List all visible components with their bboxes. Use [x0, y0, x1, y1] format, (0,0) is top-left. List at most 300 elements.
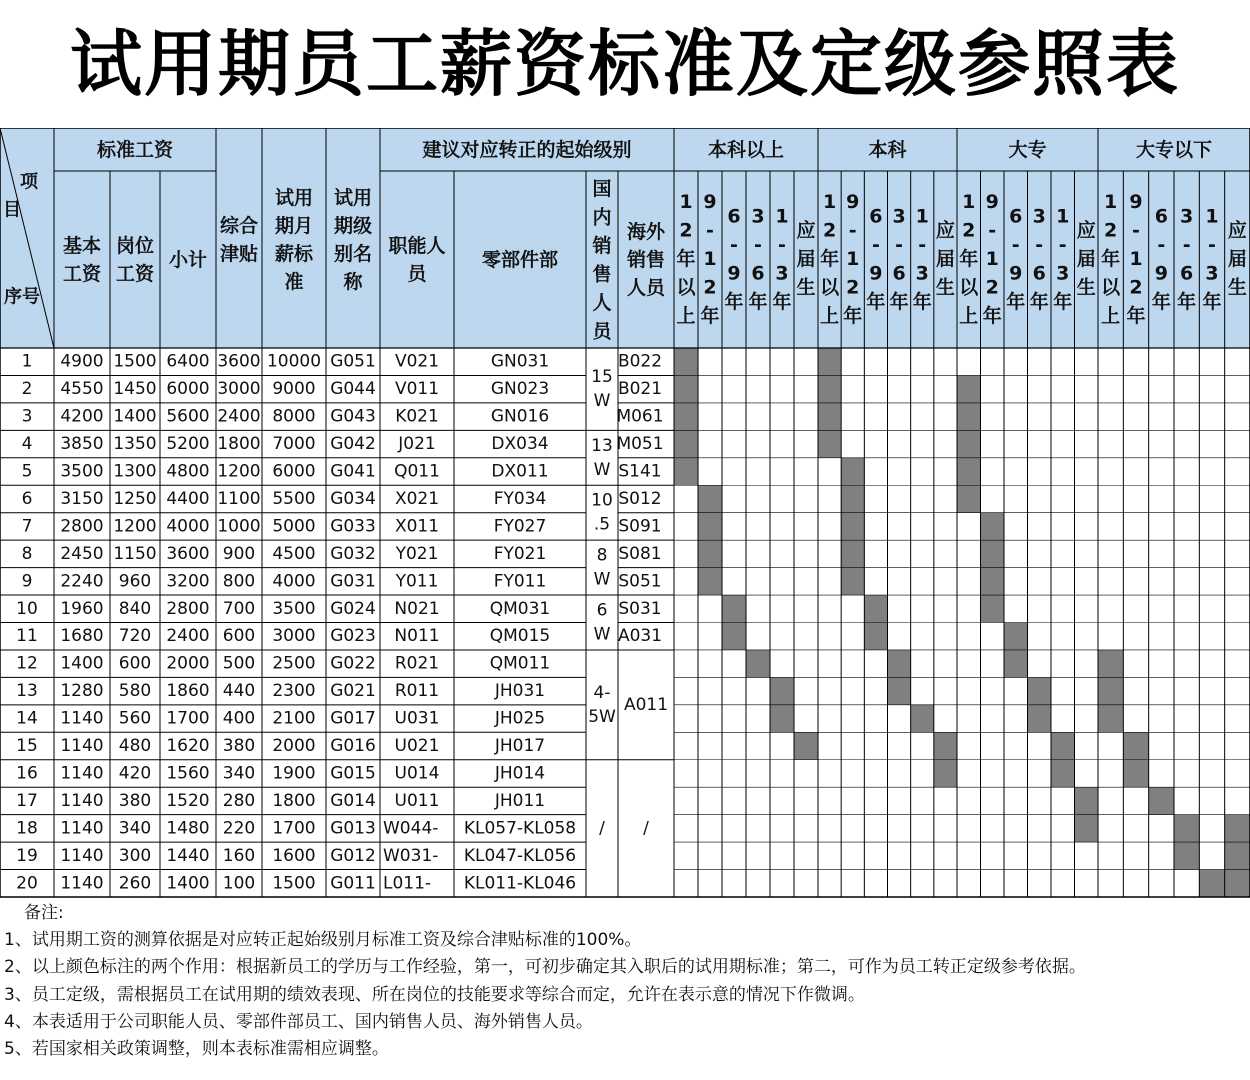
cell-probation-salary: 8000: [272, 406, 316, 427]
header-experience-col: 9: [727, 262, 741, 285]
cell-no: 20: [16, 873, 38, 894]
header-base-salary: 工资: [62, 263, 102, 285]
cell-no: 19: [16, 845, 38, 866]
cell-parts: GN031: [490, 351, 550, 372]
cell-functional: N011: [394, 626, 440, 647]
header-post-salary: 岗位: [115, 235, 155, 257]
header-experience-col: -: [1035, 233, 1044, 256]
header-experience-col: 年: [700, 305, 720, 327]
cell-no: 18: [16, 818, 38, 839]
cell-allowance: 3000: [217, 379, 261, 400]
cell-allowance: 220: [222, 818, 256, 839]
header-experience-col: 1: [1129, 248, 1143, 270]
cell-parts: JH025: [494, 708, 546, 729]
cell-parts: JH031: [494, 681, 546, 702]
cell-functional: W044-: [383, 818, 439, 839]
header-experience-col: 9: [1154, 262, 1168, 285]
cell-overseas-sales: /: [643, 818, 649, 839]
cell-subtotal: 6000: [166, 379, 210, 400]
cell-functional: V011: [394, 379, 440, 400]
cell-probation-salary: 6000: [272, 461, 316, 482]
cell-allowance: 600: [222, 626, 256, 647]
header-experience-col: 应: [796, 219, 816, 242]
cell-no: 3: [21, 406, 33, 427]
header-experience-col: 以: [820, 276, 840, 299]
header-experience-col: 年: [1029, 290, 1049, 313]
note-line-5: 5、若国家相关政策调整，则本表标准需相应调整。: [4, 1039, 389, 1060]
header-experience-col: 6: [1032, 262, 1046, 285]
cell-base-salary: 1960: [60, 598, 104, 619]
cell-probation-salary: 5000: [272, 516, 316, 537]
cell-base-salary: 1140: [60, 708, 104, 729]
cell-overseas-sales: S091: [618, 516, 662, 537]
grade-shade-block: [1225, 815, 1250, 897]
header-experience-col: 应: [1227, 219, 1247, 242]
header-experience-col: 以: [959, 276, 979, 299]
header-experience-col: -: [730, 233, 738, 256]
cell-overseas-sales: S031: [618, 598, 662, 619]
cell-probation-salary: 7000: [272, 434, 316, 455]
cell-allowance: 1100: [217, 488, 261, 509]
corner-label-item: 项: [20, 171, 38, 193]
note-line-2: 2、以上颜色标注的两个作用：根据新员工的学历与工作经验，第一，可初步确定其入职后的试用期标准；第二，可作为员工转正定级参考依据。: [4, 957, 1086, 978]
cell-grade: G041: [330, 461, 376, 482]
cell-post-salary: 480: [118, 736, 152, 757]
cell-grade: G033: [330, 516, 376, 537]
header-base-salary: 基本: [62, 235, 102, 257]
grade-shade-block: [911, 705, 934, 732]
cell-probation-salary: 9000: [272, 379, 316, 400]
cell-grade: G013: [330, 818, 376, 839]
header-experience-col: 年: [1177, 290, 1197, 313]
header-experience-col: 年: [1006, 290, 1026, 313]
cell-domestic-sales: W: [593, 391, 611, 412]
header-experience-col: 上: [676, 305, 696, 327]
cell-probation-salary: 1500: [272, 873, 316, 894]
cell-functional: X021: [394, 488, 440, 509]
cell-base-salary: 1680: [60, 626, 104, 647]
cell-grade: G016: [330, 736, 376, 757]
corner-label-item: 目: [3, 199, 21, 221]
cell-post-salary: 420: [118, 763, 152, 784]
cell-subtotal: 1700: [166, 708, 210, 729]
cell-probation-salary: 2100: [272, 708, 316, 729]
header-probation-grade: 称: [343, 271, 363, 293]
header-experience-col: 上: [820, 305, 840, 327]
cell-no: 11: [16, 626, 38, 647]
cell-overseas-sales: B022: [617, 351, 663, 372]
grade-shade-block: [1149, 787, 1174, 814]
header-experience-col: 年: [912, 290, 932, 313]
header-experience-col: 1: [822, 191, 837, 213]
header-experience-col: 1: [846, 248, 860, 270]
header-experience-col: 1: [775, 205, 789, 228]
cell-post-salary: 1150: [113, 543, 157, 564]
header-experience-col: -: [1182, 233, 1191, 256]
cell-domestic-sales: 5W: [588, 706, 616, 727]
cell-no: 12: [16, 653, 38, 674]
cell-functional: N021: [394, 598, 440, 619]
cell-overseas-sales: S141: [618, 461, 662, 482]
header-standard-salary: 标准工资: [96, 139, 174, 161]
cell-functional: R011: [394, 681, 440, 702]
cell-subtotal: 3600: [166, 543, 210, 564]
note-line-1: 1、试用期工资的测算依据是对应转正起始级别月标准工资及综合津贴标准的100%。: [4, 930, 642, 951]
salary-grade-table: [0, 128, 1250, 898]
header-allowance: 津贴: [219, 243, 259, 265]
cell-overseas-sales: S012: [618, 488, 662, 509]
header-probation-salary: 试用: [274, 187, 314, 209]
header-education-2: 本科: [868, 139, 907, 161]
header-experience-col: 6: [869, 205, 883, 228]
header-experience-col: -: [848, 219, 857, 242]
cell-subtotal: 6400: [166, 351, 210, 372]
cell-functional: Q011: [394, 461, 440, 482]
cell-functional: U014: [394, 763, 440, 784]
header-experience-col: 2: [985, 276, 999, 299]
header-experience-col: 年: [748, 290, 768, 313]
header-experience-col: 1: [1056, 205, 1070, 228]
cell-subtotal: 4400: [166, 488, 210, 509]
cell-post-salary: 380: [118, 790, 152, 811]
cell-base-salary: 1140: [60, 818, 104, 839]
header-experience-col: 6: [751, 262, 765, 285]
header-experience-col: 生: [935, 276, 955, 299]
cell-functional: U031: [394, 708, 440, 729]
cell-functional: U021: [394, 736, 440, 757]
cell-base-salary: 1140: [60, 763, 104, 784]
header-domestic-sales: 人: [592, 291, 612, 314]
header-functional: 员: [407, 263, 427, 285]
cell-subtotal: 1440: [166, 845, 210, 866]
cell-base-salary: 2800: [60, 516, 104, 537]
cell-base-salary: 3500: [60, 461, 104, 482]
notes-heading: 备注:: [24, 903, 64, 923]
cell-grade: G031: [330, 571, 376, 592]
cell-allowance: 280: [222, 790, 256, 811]
cell-allowance: 1800: [217, 434, 261, 455]
cell-no: 9: [21, 571, 33, 592]
header-experience-col: 届: [1227, 248, 1247, 270]
header-experience-col: 1: [1104, 191, 1118, 213]
header-experience-col: 3: [775, 262, 789, 285]
cell-overseas-sales: M061: [616, 406, 664, 427]
header-education-3: 大专: [1008, 139, 1047, 161]
cell-functional: L011-: [383, 873, 432, 894]
header-overseas-sales: 销售: [626, 249, 666, 271]
header-experience-col: 3: [1056, 262, 1070, 285]
header-experience-col: 2: [679, 219, 693, 242]
cell-base-salary: 2240: [60, 571, 104, 592]
page-title: 试用期员工薪资标准及定级参照表: [69, 22, 1180, 106]
cell-functional: Y011: [395, 571, 439, 592]
cell-allowance: 160: [222, 845, 256, 866]
cell-domestic-sales: 6: [596, 600, 608, 621]
cell-domestic-sales: W: [593, 569, 611, 590]
header-experience-col: 2: [962, 219, 976, 242]
cell-probation-salary: 3500: [272, 598, 316, 619]
cell-post-salary: 1350: [113, 434, 157, 455]
cell-post-salary: 340: [118, 818, 152, 839]
header-experience-col: 生: [796, 276, 816, 299]
header-probation-grade: 别名: [333, 243, 373, 265]
cell-probation-salary: 3000: [272, 626, 316, 647]
cell-parts: FY034: [493, 488, 547, 509]
cell-subtotal: 4800: [166, 461, 210, 482]
cell-domestic-sales: .5: [593, 514, 611, 535]
cell-domestic-sales: 8: [596, 545, 608, 566]
header-experience-col: 年: [843, 305, 863, 327]
header-experience-col: 生: [1076, 276, 1096, 299]
header-experience-col: 2: [1129, 276, 1143, 299]
header-experience-col: -: [706, 219, 714, 242]
cell-grade: G023: [330, 626, 376, 647]
header-domestic-sales: 售: [592, 263, 612, 286]
cell-subtotal: 5200: [166, 434, 210, 455]
cell-base-salary: 1400: [60, 653, 104, 674]
header-experience-col: 1: [679, 191, 693, 213]
cell-domestic-sales: W: [593, 459, 611, 480]
header-experience-col: -: [1132, 219, 1140, 242]
header-experience-col: 届: [1076, 248, 1096, 270]
cell-subtotal: 3200: [166, 571, 210, 592]
header-experience-col: 年: [982, 305, 1002, 327]
header-experience-col: -: [1058, 233, 1067, 256]
cell-functional: Y021: [395, 543, 439, 564]
cell-subtotal: 4000: [166, 516, 210, 537]
cell-no: 6: [21, 488, 33, 509]
header-experience-col: -: [988, 219, 997, 242]
cell-post-salary: 840: [118, 598, 152, 619]
header-experience-col: 年: [724, 290, 744, 313]
cell-probation-salary: 5500: [272, 488, 316, 509]
cell-parts: KL047-KL056: [463, 845, 577, 866]
cell-parts: QM031: [489, 598, 551, 619]
header-experience-col: 生: [1227, 276, 1247, 299]
cell-post-salary: 1500: [113, 351, 157, 372]
header-experience-col: 6: [1009, 205, 1023, 228]
cell-overseas-sales: M051: [616, 434, 664, 455]
header-experience-col: 以: [1101, 276, 1121, 299]
cell-post-salary: 560: [118, 708, 152, 729]
cell-domestic-sales: W: [593, 624, 611, 645]
cell-grade: G022: [330, 653, 376, 674]
header-experience-col: 1: [1205, 205, 1219, 228]
header-experience-col: 应: [935, 219, 955, 242]
cell-functional: J021: [398, 434, 436, 455]
cell-probation-salary: 1600: [272, 845, 316, 866]
cell-probation-salary: 2000: [272, 736, 316, 757]
cell-post-salary: 720: [118, 626, 152, 647]
cell-allowance: 700: [222, 598, 256, 619]
header-experience-col: 年: [889, 290, 909, 313]
cell-domestic-sales: 4-: [593, 682, 611, 703]
header-suggested-grade: 建议对应转正的起始级别: [422, 139, 632, 161]
cell-no: 1: [21, 351, 33, 372]
header-experience-col: -: [778, 233, 786, 256]
cell-base-salary: 4200: [60, 406, 104, 427]
grade-shade-block: [794, 732, 818, 759]
header-probation-salary: 薪标: [274, 243, 314, 265]
cell-allowance: 400: [222, 708, 256, 729]
header-experience-col: 上: [959, 305, 979, 327]
header-experience-col: 年: [772, 290, 792, 313]
cell-grade: G012: [330, 845, 376, 866]
cell-overseas-sales: S081: [618, 543, 662, 564]
header-experience-col: 届: [935, 248, 955, 270]
cell-subtotal: 1400: [166, 873, 210, 894]
cell-base-salary: 2450: [60, 543, 104, 564]
cell-no: 8: [21, 543, 33, 564]
header-probation-salary: 准: [284, 271, 304, 293]
cell-post-salary: 580: [118, 681, 152, 702]
header-functional: 职能人: [388, 235, 446, 257]
header-overseas-sales: 海外: [626, 221, 666, 243]
header-experience-col: 2: [846, 276, 860, 299]
header-experience-col: -: [895, 233, 904, 256]
cell-post-salary: 1250: [113, 488, 157, 509]
cell-functional: W031-: [383, 845, 439, 866]
cell-post-salary: 260: [118, 873, 152, 894]
header-experience-col: 1: [915, 205, 929, 228]
cell-overseas-sales: B021: [617, 379, 663, 400]
cell-allowance: 440: [222, 681, 256, 702]
cell-subtotal: 2800: [166, 598, 210, 619]
header-experience-col: 年: [1202, 290, 1222, 313]
note-line-3: 3、员工定级，需根据员工在试用期的绩效表现、所在岗位的技能要求等综合而定，允许在表示意的情况下作微调。: [4, 984, 865, 1005]
cell-probation-salary: 4000: [272, 571, 316, 592]
cell-subtotal: 2000: [166, 653, 210, 674]
header-experience-col: 9: [846, 191, 860, 213]
header-experience-col: 1: [985, 248, 999, 270]
cell-allowance: 340: [222, 763, 256, 784]
cell-allowance: 800: [222, 571, 256, 592]
header-experience-col: 3: [892, 205, 906, 228]
cell-parts: GN016: [490, 406, 550, 427]
cell-allowance: 2400: [217, 406, 261, 427]
note-line-4: 4、本表适用于公司职能人员、零部件部员工、国内销售人员、海外销售人员。: [4, 1011, 593, 1032]
cell-grade: G043: [330, 406, 376, 427]
cell-subtotal: 2400: [166, 626, 210, 647]
header-experience-col: -: [754, 233, 762, 256]
header-experience-col: 年: [676, 248, 696, 270]
cell-post-salary: 600: [118, 653, 152, 674]
header-experience-col: 6: [727, 205, 741, 228]
cell-overseas-sales: A011: [623, 694, 669, 715]
header-subtotal: 小计: [168, 249, 208, 271]
cell-subtotal: 1480: [166, 818, 210, 839]
cell-functional: K021: [395, 406, 439, 427]
cell-overseas-sales: S051: [618, 571, 662, 592]
cell-allowance: 1000: [217, 516, 261, 537]
cell-subtotal: 1560: [166, 763, 210, 784]
cell-subtotal: 5600: [166, 406, 210, 427]
cell-grade: G024: [330, 598, 376, 619]
grade-shade-block: [746, 650, 770, 677]
cell-grade: G034: [330, 488, 376, 509]
cell-no: 16: [16, 763, 38, 784]
header-experience-col: 年: [866, 290, 886, 313]
cell-functional: X011: [394, 516, 440, 537]
cell-post-salary: 1450: [113, 379, 157, 400]
cell-subtotal: 1860: [166, 681, 210, 702]
cell-grade: G021: [330, 681, 376, 702]
cell-allowance: 900: [222, 543, 256, 564]
cell-domestic-sales: 10: [591, 490, 613, 511]
header-experience-col: 9: [1009, 262, 1023, 285]
grade-shade-block: [1199, 870, 1224, 897]
corner-label-no: 序号: [4, 286, 40, 308]
header-experience-col: 2: [1104, 219, 1118, 242]
cell-allowance: 100: [222, 873, 256, 894]
cell-no: 15: [16, 736, 38, 757]
header-experience-col: 6: [1180, 262, 1194, 285]
header-experience-col: 年: [820, 248, 840, 270]
cell-base-salary: 1280: [60, 681, 104, 702]
header-experience-col: 年: [1151, 290, 1171, 313]
grade-shade-block: [1098, 650, 1123, 732]
cell-no: 13: [16, 681, 38, 702]
header-overseas-sales: 人员: [626, 277, 666, 299]
cell-post-salary: 1200: [113, 516, 157, 537]
cell-parts: KL057-KL058: [463, 818, 577, 839]
header-probation-grade: 期级: [333, 215, 373, 237]
cell-post-salary: 960: [118, 571, 152, 592]
cell-probation-salary: 1700: [272, 818, 316, 839]
header-experience-col: 上: [1101, 305, 1121, 327]
cell-parts: DX034: [491, 434, 549, 455]
cell-allowance: 1200: [217, 461, 261, 482]
header-experience-col: -: [871, 233, 880, 256]
cell-grade: G017: [330, 708, 376, 729]
header-experience-col: 3: [1180, 205, 1194, 228]
cell-probation-salary: 2500: [272, 653, 316, 674]
cell-parts: DX011: [491, 461, 549, 482]
cell-no: 4: [21, 434, 33, 455]
header-domestic-sales: 内: [592, 206, 612, 229]
header-experience-col: 1: [962, 191, 976, 213]
cell-no: 17: [16, 790, 38, 811]
cell-post-salary: 1300: [113, 461, 157, 482]
cell-post-salary: 300: [118, 845, 152, 866]
header-education-1: 本科以上: [707, 139, 785, 161]
header-post-salary: 工资: [115, 263, 155, 285]
cell-functional: U011: [394, 790, 440, 811]
header-experience-col: -: [918, 233, 927, 256]
cell-parts: GN023: [490, 379, 550, 400]
cell-base-salary: 4900: [60, 351, 104, 372]
cell-domestic-sales: 13: [591, 435, 613, 456]
cell-allowance: 380: [222, 736, 256, 757]
cell-overseas-sales: A031: [617, 626, 663, 647]
header-experience-col: 年: [1101, 248, 1121, 270]
cell-post-salary: 1400: [113, 406, 157, 427]
cell-base-salary: 1140: [60, 873, 104, 894]
header-experience-col: 年: [1053, 290, 1073, 313]
cell-probation-salary: 1800: [272, 790, 316, 811]
cell-functional: V021: [394, 351, 440, 372]
cell-parts: FY021: [493, 543, 547, 564]
cell-subtotal: 1520: [166, 790, 210, 811]
cell-base-salary: 3150: [60, 488, 104, 509]
cell-domestic-sales: /: [599, 818, 605, 839]
cell-parts: QM011: [489, 653, 551, 674]
header-probation-grade: 试用: [333, 187, 373, 209]
cell-grade: G011: [330, 873, 376, 894]
cell-no: 14: [16, 708, 38, 729]
cell-base-salary: 4550: [60, 379, 104, 400]
cell-allowance: 500: [222, 653, 256, 674]
